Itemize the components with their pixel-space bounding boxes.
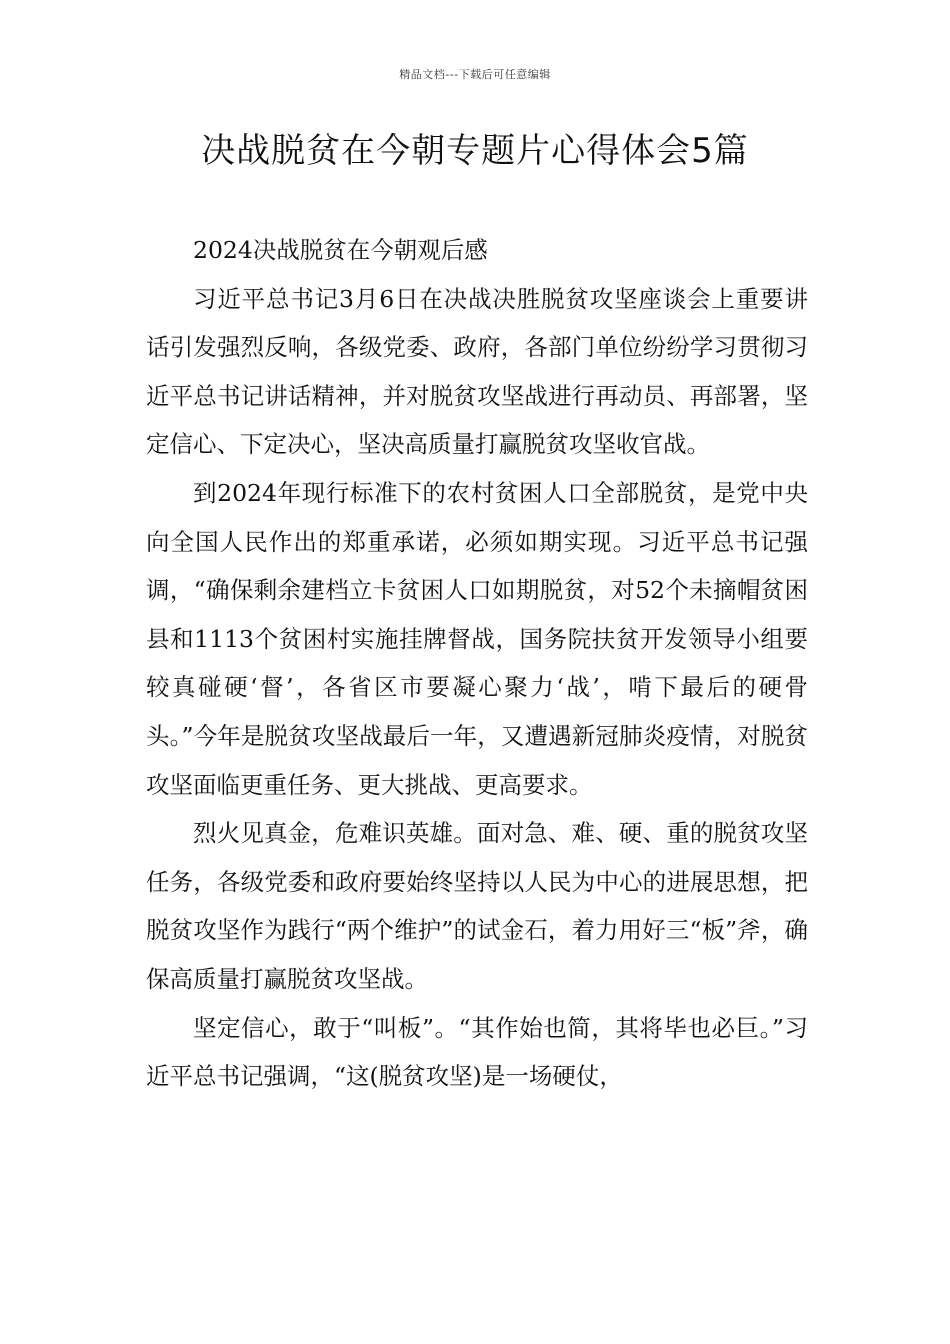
document-body bbox=[146, 226, 808, 1101]
paragraph-4: 坚定信心，敢于“叫板”。“其作始也简，其将毕也必巨。”习近平总书记强调，“这(脱贫攻坚)是一场硬仗， bbox=[146, 1013, 808, 1091]
document-title: 决战脱贫在今朝专题片心得体会5篇 bbox=[201, 131, 749, 171]
paragraph-3: 烈火见真金，危难识英雄。面对急、难、硬、重的脱贫攻坚任务，各级党委和政府要始终坚持以人民为中心的进展思想，把脱贫攻坚作为践行“两个维护”的试金石，着力用好三“板”斧，确保高质量打赢脱贫攻坚战。 bbox=[146, 819, 808, 993]
paragraph-1: 习近平总书记3月6日在决战决胜脱贫攻坚座谈会上重要讲话引发强烈反响，各级党委、政府，各部门单位纷纷学习贯彻习近平总书记讲话精神，并对脱贫攻坚战进行再动员、再部署，坚定信心、下定决心，坚决高质量打赢脱贫攻坚收官战。 bbox=[146, 284, 808, 459]
paragraph-2: 到2024年现行标准下的农村贫困人口全部脱贫，是党中央向全国人民作出的郑重承诺，必须如期实现。习近平总书记强调，“确保剩余建档立卡贫困人口如期脱贫，对52个未摘帽贫困县和1113个贫困村实施挂牌督战，国务院扶贫开发领导小组要较真碰硬‘督’，各省区市要凝心聚力‘战’，啃下最后的硬骨头。”今年是脱贫攻坚战最后一年，又遭遇新冠肺炎疫情，对脱贫攻坚面临更重任务、更大挑战、更高要求。 bbox=[146, 478, 808, 799]
document-subtitle: 2024决战脱贫在今朝观后感 bbox=[193, 236, 488, 264]
page-header-note: 精品文档---下载后可任意编辑 bbox=[399, 68, 551, 81]
